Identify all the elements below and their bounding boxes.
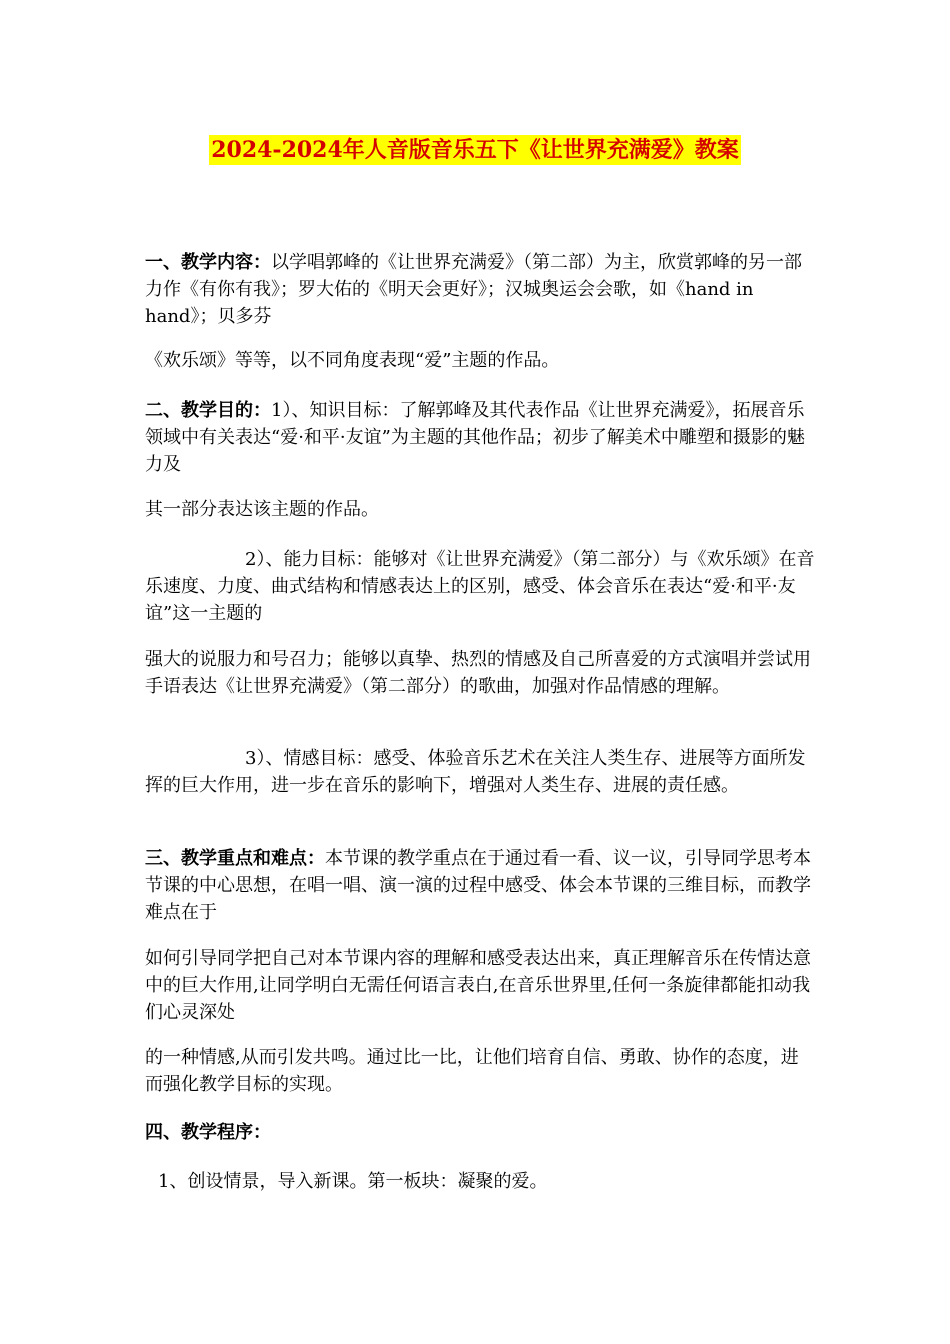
section-4-step-1: 1、创设情景，导入新课。第一板块：凝聚的爱。 bbox=[158, 1171, 548, 1192]
section-2-emotion-goal: 3）、情感目标：感受、体验音乐艺术在关注人类生存、进展等方面所发挥的巨大作用，进一步在音乐的影响下，增强对人类生存、进展的责任感。 bbox=[145, 748, 806, 796]
section-1-heading: 一、教学内容： bbox=[145, 252, 271, 273]
section-2-continuation: 其一部分表达该主题的作品。 bbox=[145, 499, 379, 520]
title-block bbox=[0, 135, 950, 165]
section-4-heading: 四、教学程序： bbox=[145, 1122, 271, 1143]
section-3-heading: 三、教学重点和难点： bbox=[145, 848, 325, 869]
section-2-paragraph bbox=[145, 397, 815, 478]
section-2-ability-goal: 2）、能力目标：能够对《让世界充满爱》（第二部分）与《欢乐颂》在音乐速度、力度、曲式结构和情感表达上的区别，感受、体会音乐在表达“爱·和平·友谊”这一主题的 bbox=[145, 549, 815, 624]
section-1-text: 以学唱郭峰的《让世界充满爱》（第二部）为主，欣赏郭峰的另一部力作《有你有我》；罗大佑的《明天会更好》；汉城奥运会会歌，如《hand in hand》；贝多芬 bbox=[145, 252, 802, 327]
section-3-text: 本节课的教学重点在于通过看一看、议一议，引导同学思考本节课的中心思想，在唱一唱、演一演的过程中感受、体会本节课的三维目标，而教学难点在于 bbox=[145, 848, 811, 923]
section-1-paragraph bbox=[145, 249, 815, 330]
document-title: 2024-2024年人音版音乐五下《让世界充满爱》教案 bbox=[211, 137, 739, 163]
section-2-knowledge-goal: 1）、知识目标：了解郭峰及其代表作品《让世界充满爱》，拓展音乐领域中有关表达“爱·和平·友谊”为主题的其他作品；初步了解美术中雕塑和摄影的魅力及 bbox=[145, 400, 805, 475]
section-3-continuation-1: 如何引导同学把自己对本节课内容的理解和感受表达出来，真正理解音乐在传情达意中的巨大作用,让同学明白无需任何语言表白,在音乐世界里,任何一条旋律都能扣动我们心灵深处 bbox=[145, 948, 811, 1023]
section-1-continuation: 《欢乐颂》等等，以不同角度表现“爱”主题的作品。 bbox=[145, 350, 560, 371]
section-3-paragraph bbox=[145, 845, 815, 926]
section-2-ability-continuation: 强大的说服力和号召力；能够以真挚、热烈的情感及自己所喜爱的方式演唱并尝试用手语表达《让世界充满爱》（第二部分）的歌曲，加强对作品情感的理解。 bbox=[145, 649, 811, 697]
section-2-heading: 二、教学目的： bbox=[145, 400, 271, 421]
section-3-continuation-2: 的一种情感,从而引发共鸣。通过比一比，让他们培育自信、勇敢、协作的态度，进而强化教学目标的实现。 bbox=[145, 1047, 799, 1095]
